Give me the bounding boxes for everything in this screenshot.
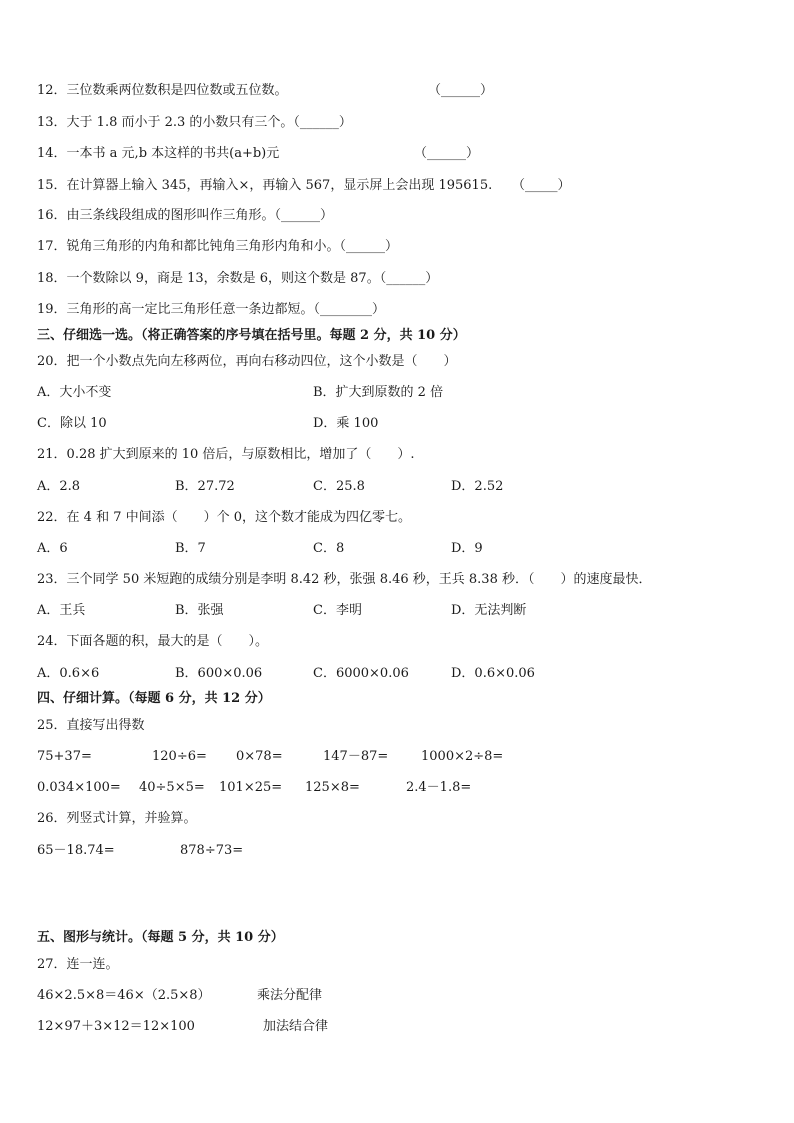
question-20: 20．把一个小数点先向左移两位，再向右移动四位，这个小数是（ ） <box>37 354 457 369</box>
question-18: 18．一个数除以 9，商是 13，余数是 6，则这个数是 87。（______） <box>37 271 439 286</box>
q20-option-d[interactable]: D．乘 100 <box>313 416 379 431</box>
question-27: 27．连一连。 <box>37 957 119 972</box>
q24-option-a[interactable]: A．0.6×6 <box>37 666 100 681</box>
calc-item: 878÷73= <box>180 843 244 858</box>
answer-blank-14[interactable]: （______） <box>414 146 480 161</box>
q22-option-b[interactable]: B．7 <box>175 541 206 556</box>
q21-option-b[interactable]: B．27.72 <box>175 479 235 494</box>
question-24: 24．下面各题的积，最大的是（ ）。 <box>37 634 269 649</box>
calc-item: 0.034×100= <box>37 780 121 795</box>
q24-option-c[interactable]: C．6000×0.06 <box>313 666 409 681</box>
calc-item: 147－87= <box>323 749 389 764</box>
q22-option-d[interactable]: D．9 <box>451 541 483 556</box>
calc-item: 75+37= <box>37 749 92 764</box>
calc-item: 2.4－1.8= <box>406 780 472 795</box>
section-4-heading: 四、仔细计算。（每题 6 分，共 12 分） <box>37 691 271 706</box>
q22-option-c[interactable]: C．8 <box>313 541 345 556</box>
q20-option-c[interactable]: C．除以 10 <box>37 416 107 431</box>
q21-option-d[interactable]: D．2.52 <box>451 479 504 494</box>
q20-option-a[interactable]: A．大小不变 <box>37 385 112 400</box>
calc-item: 125×8= <box>305 780 360 795</box>
answer-blank-12[interactable]: （______） <box>428 83 494 98</box>
answer-blank-15[interactable]: （_____） <box>512 178 571 193</box>
q22-option-a[interactable]: A．6 <box>37 541 68 556</box>
q23-option-b[interactable]: B．张强 <box>175 603 224 618</box>
question-12: 12．三位数乘两位数积是四位数或五位数。 <box>37 83 288 98</box>
calc-item: 1000×2÷8= <box>421 749 504 764</box>
calc-item: 120÷6= <box>152 749 207 764</box>
q23-option-a[interactable]: A．王兵 <box>37 603 86 618</box>
match-left-2[interactable]: 12×97＋3×12＝12×100 <box>37 1019 195 1034</box>
question-25: 25．直接写出得数 <box>37 718 145 733</box>
question-21: 21．0.28 扩大到原来的 10 倍后，与原数相比，增加了（ ）. <box>37 447 415 462</box>
q24-option-b[interactable]: B．600×0.06 <box>175 666 263 681</box>
question-26: 26．列竖式计算，并验算。 <box>37 811 197 826</box>
calc-item: 65－18.74= <box>37 843 115 858</box>
question-14: 14．一本书 a 元,b 本这样的书共(a+b)元 <box>37 146 280 161</box>
calc-item: 101×25= <box>219 780 283 795</box>
question-13: 13．大于 1.8 而小于 2.3 的小数只有三个。（______） <box>37 115 352 130</box>
q20-option-b[interactable]: B．扩大到原数的 2 倍 <box>313 385 444 400</box>
section-3-heading: 三、仔细选一选。（将正确答案的序号填在括号里。每题 2 分，共 10 分） <box>37 328 466 343</box>
q23-option-d[interactable]: D．无法判断 <box>451 603 527 618</box>
match-right-2[interactable]: 加法结合律 <box>263 1019 329 1034</box>
q21-option-c[interactable]: C．25.8 <box>313 479 365 494</box>
question-22: 22．在 4 和 7 中间添（ ）个 0，这个数才能成为四亿零七。 <box>37 510 412 525</box>
question-15: 15．在计算器上输入 345，再输入×，再输入 567，显示屏上会出现 195615. <box>37 178 493 193</box>
section-5-heading: 五、图形与统计。（每题 5 分，共 10 分） <box>37 930 284 945</box>
calc-item: 0×78= <box>236 749 283 764</box>
q23-option-c[interactable]: C．李明 <box>313 603 362 618</box>
match-right-1[interactable]: 乘法分配律 <box>257 988 323 1003</box>
question-19: 19．三角形的高一定比三角形任意一条边都短。（________） <box>37 302 386 317</box>
match-left-1[interactable]: 46×2.5×8＝46×（2.5×8） <box>37 988 211 1003</box>
question-16: 16．由三条线段组成的图形叫作三角形。（______） <box>37 208 334 223</box>
q21-option-a[interactable]: A．2.8 <box>37 479 81 494</box>
question-23: 23．三个同学 50 米短跑的成绩分别是李明 8.42 秒，张强 8.46 秒，王兵 8.38 秒．（ ）的速度最快． <box>37 572 652 587</box>
question-17: 17．锐角三角形的内角和都比钝角三角形内角和小。（______） <box>37 239 399 254</box>
calc-item: 40÷5×5= <box>139 780 205 795</box>
q24-option-d[interactable]: D．0.6×0.06 <box>451 666 535 681</box>
